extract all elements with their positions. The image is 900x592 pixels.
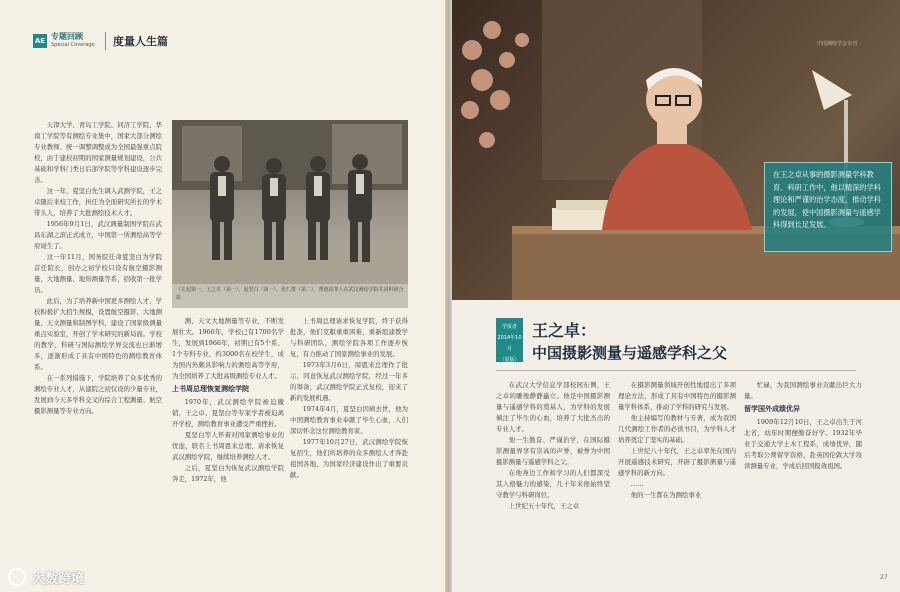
paragraph: 他主持编写的教材与专著，成为我国几代测绘工作者的必读书目，为学科人才培养奠定了坚实的基础。 — [618, 414, 736, 444]
paragraph: 1970年，武汉测绘学院被迫撤销，王之卓、夏坚白等专家学者被迫离开学校，测绘教育事业遭受严重挫折。 — [172, 398, 284, 428]
paragraph: 上书周总理请求恢复学院，终于获得批准，他们克服重重困难，重新组建教学与科研团队，测绘学院各项工作逐步恢复，有力推动了国家测绘事业的发展。 — [290, 317, 408, 358]
paragraph: 在他身边工作和学习的人们都深受其人格魅力的感染，几十年来他始终坚守教学与科研岗位。 — [496, 469, 610, 499]
page-title: 度量人生篇 — [113, 35, 168, 48]
historic-group-photo — [172, 120, 408, 308]
group-photo-image — [172, 120, 408, 284]
left-page — [0, 0, 445, 592]
paragraph: 1909年12月10日，王之卓出生于河北省，幼年时期便勤奋好学。1932年毕业于交通大学土木工程系，成绩优异，随后考取公费留学资格，赴英国伦敦大学攻读测量专业，学成后回国报效祖国。 — [744, 418, 862, 470]
paragraph: 1956年9月1日，武汉测量制图学院在武昌东湖之滨正式成立，中国第一所测绘高等学府诞生了。 — [34, 220, 162, 250]
paragraph: 1974年4月，夏坚白因病去世，他为中国测绘教育事业奉献了毕生心血，人们深切怀念这位测绘教育家。 — [290, 405, 408, 435]
section-label: 专题回顾 — [51, 32, 83, 41]
badge-line: （夏版） — [499, 357, 520, 363]
paragraph: 上世纪八十年代，王之卓率先在国内开展遥感技术研究，开辟了摄影测量与遥感学科的新方向。 — [618, 447, 736, 477]
text-column-1 — [34, 120, 162, 570]
paragraph: 这一年，夏坚白先生调入武测学院，王之卓随后来校工作，担任为全面研究所长的学术带头人，培养了大批测绘技术人才。 — [34, 187, 162, 217]
paragraph: 之后，夏坚白为恢复武汉测绘学院奔走，1972年，他 — [172, 464, 284, 483]
badge-line: 学报者 — [501, 324, 517, 330]
page-number: 27 — [880, 574, 888, 581]
article-title: 王之卓： — [532, 321, 597, 340]
right-text-column-3 — [744, 380, 862, 570]
paragraph: …… — [630, 480, 644, 488]
watermark — [8, 566, 118, 588]
paragraph: 他一生勤奋、严谨治学，在国际摄影测量界享有崇高的声誉，被誉为中国摄影测量与遥感学科之父。 — [496, 436, 610, 466]
paragraph: 他的一生都在为测绘事业 — [630, 491, 702, 499]
right-text-column-1 — [496, 380, 610, 570]
paragraph: 在武汉大学信息学部校园东侧，王之卓的雕像静静矗立。他是中国摄影测量与遥感学科的奠基人，为学科的发展倾注了毕生的心血，培养了大批杰出的专业人才。 — [496, 381, 610, 433]
paragraph: 天津大学、青岛工学院、同济工学院、华南工学院等有测绘专业集中，国家大部分测绘专业教师、统一调整调整成为全国最强重点院校，由于建校初期的国家测量规划建设，公共基础和学科门类日后部学院等学科建设逐步完善。 — [34, 121, 162, 184]
paragraph: 在一系列措施下，学院培养了众多优秀的测绘专业人才，从建院之初仅设的少量专业，发展到今天多学科交叉的综合工程测量、航空摄影测量等专业方向。 — [34, 374, 162, 415]
text-column-3 — [290, 316, 408, 572]
portrait-photo — [452, 0, 900, 300]
paragraph: 忙碌，为我国测绘事业贡献出巨大力量。 — [744, 381, 862, 400]
issue-date-badge — [496, 318, 523, 362]
paragraph: 测、天文大地测量等专业，不断发展壮大。1966年，学校已有1700名学生，发展到1966年，初期已有5个系、1个专科专业，约3000名在校学生，成为国内外颇具影响力的测绘高等学府，为全国培养了大批高级测绘专业人才。 — [172, 317, 284, 380]
article-subtitle: 中国摄影测量与遥感学科之父 — [532, 344, 728, 362]
section-logo-icon: AE — [33, 34, 47, 48]
badge-line: 2014年10月 — [497, 335, 522, 352]
text-column-2 — [172, 316, 284, 572]
right-page — [452, 0, 900, 592]
subheading: 留学国外成绩优异 — [744, 405, 800, 413]
photo-caption: （左起第一、王之卓（第一）、夏坚白（第一）、张仁群（第二）、曹德法等人在武汉测绘学院共同科研合影 — [176, 287, 404, 301]
watermark-logo-icon — [8, 568, 26, 586]
page-header — [33, 29, 238, 53]
section-label-en: Special Coverage — [51, 42, 95, 48]
pull-quote-box — [764, 162, 892, 252]
paragraph: 上世纪五十年代，王之卓 — [508, 502, 580, 510]
photo-credit-tag: 中国测绘学会专刊 — [817, 41, 858, 47]
pull-quote: 在王之卓从事的摄影测量学科教育、科研工作中，他以精深的学科理论和严谨的治学态度，推动学科的发展，使中国摄影测量与遥感学科得到长足发展。 — [773, 170, 881, 230]
header-divider — [105, 32, 106, 50]
paragraph: 1977年10月27日，武汉测绘学院恢复招生，他们所培养的众多测绘人才奔赴祖国各地，为国家经济建设作出了重要贡献。 — [290, 438, 408, 479]
paragraph: 1973年3月6日，周恩来总理作了批示，同意恢复武汉测绘学院，经过一年多的筹备，武汉测绘学院正式复校，迎来了新的发展机遇。 — [290, 361, 408, 402]
paragraph: 此后，为了培养新中国更多测绘人才，学校积极扩大招生规模，设置航空摄影、大地测量、天文测量和制图学科，建设了国家级测量重点实验室，开创了学术研究的新局面。学校的教学、科研与国际测绘学界交流也日渐增多，逐渐形成了具有中国特色的测绘教育体系。 — [34, 297, 162, 371]
watermark-text: 大数跨境 — [32, 572, 85, 587]
title-divider — [496, 370, 856, 371]
right-text-column-2 — [618, 380, 736, 570]
paragraph: 这一年11月，国务院任命夏坚白为学院首任院长，创办之初学校只设有航空摄影测量、大地测量、地形测量等系，招收第一批学员。 — [34, 253, 162, 294]
subheading: 上书周总理恢复测绘学院 — [172, 385, 249, 393]
paragraph: 在摄影测量领域开创性地提出了多项理论方法，形成了具有中国特色的摄影测量学科体系，推动了学科的研究与发展。 — [618, 381, 736, 411]
paragraph: 夏坚白等人怀着对国家测绘事业的忧虑，联名上书周恩来总理，请求恢复武汉测绘学院，继续培养测绘人才。 — [172, 431, 284, 461]
spine-gutter — [445, 0, 452, 592]
